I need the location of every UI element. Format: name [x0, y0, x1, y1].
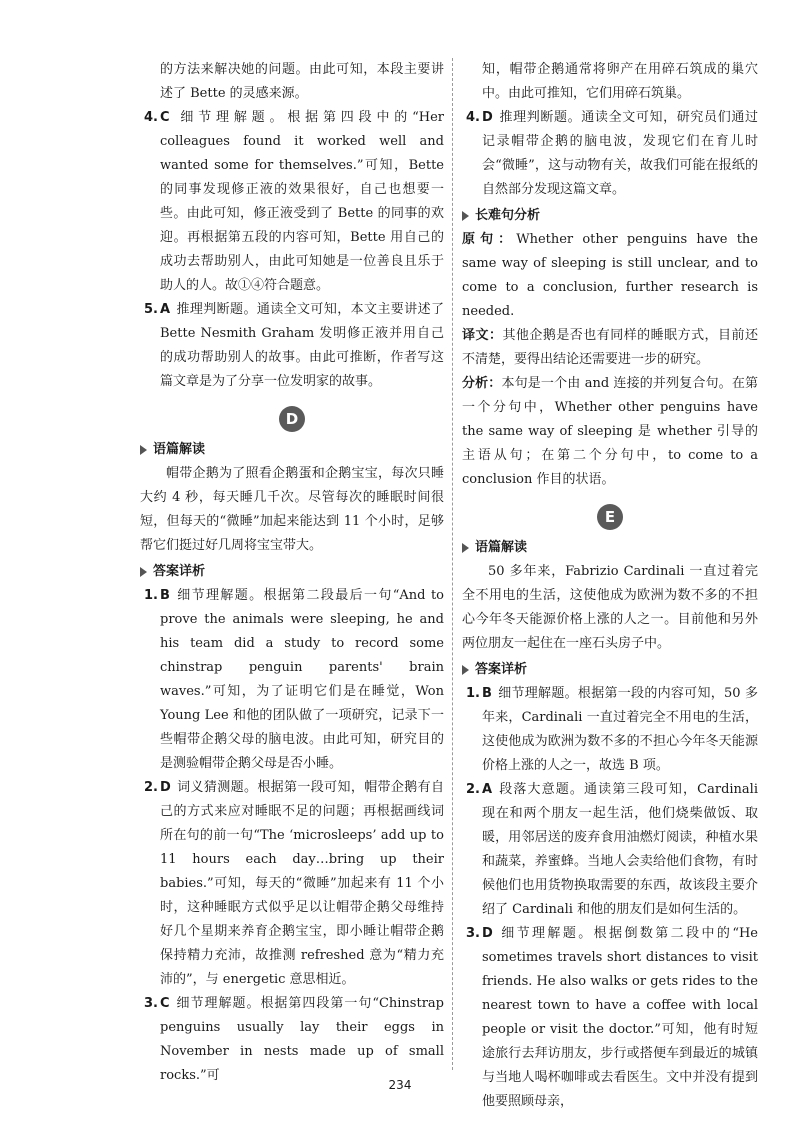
answer-text: 词义猜测题。根据第一段可知，帽带企鹅有自己的方式来应对睡眠不足的问题；再根据画线词所在句的前一句“The ‘microsleeps’ add up to 11 hours each day…bring up their babies.”可知，每天的“微睡”加起来有 11 个小时，这种睡眠方式似乎足以让帽带企鹅父母维持好几个星期来养育企鹅宝宝，即小睡让帽带企鹅保持精力充沛，故推测 refreshed 意为“精力充沛的”，与 energetic 意思相近。 [160, 780, 444, 987]
section-heading-long-sentence [462, 204, 758, 228]
section-badge-d: D [279, 406, 305, 432]
answer-text: 段落大意题。通读第三段可知，Cardinali 现在和两个朋友一起生活，他们烧柴做饭、取暖，用邻居送的废弃食用油燃灯阅读，种植水果和蔬菜，养蜜蜂。当地人会卖给他们食物，有时候他们也用货物换取需要的东西，故该段主要介绍了 Cardinali 和他的朋友们是如何生活的。 [482, 782, 758, 917]
heading-text: 长难句分析 [475, 208, 541, 223]
answer-item-1 [462, 682, 758, 778]
section-badge-wrap [140, 406, 444, 432]
item-number: 3. [466, 926, 480, 941]
answer-item-3 [140, 992, 444, 1088]
section-heading-answers [140, 560, 444, 584]
original-text: Whether other penguins have the same way of sleeping is still unclear, and to come to a conclusion, further research is needed. [462, 232, 758, 319]
answer-letter: A [482, 782, 493, 797]
answer-item-2 [140, 776, 444, 992]
answer-letter: B [482, 686, 492, 701]
answer-text: 推理判断题。通读全文可知，本文主要讲述了 Bette Nesmith Graham 发明修正液并用自己的成功帮助别人的故事。由此可推断，作者写这篇文章是为了分享一位发明家的故事。 [160, 302, 444, 389]
answer-text: 细节理解题。根据倒数第二段中的“He sometimes travels short distances to visit friends. He also walks or gets rides to the nearest town to have a coffee with local people or visit the doctor.”可知，他有时短途旅行去拜访朋友，步行或搭便车到最近的城镇与当地人喝杯咖啡或去看医生。文中并没有提到他要照顾母亲， [482, 926, 758, 1109]
analysis [462, 372, 758, 492]
item-number: 5. [144, 302, 158, 317]
item-number: 1. [466, 686, 480, 701]
reading-summary: 帽带企鹅为了照看企鹅蛋和企鹅宝宝，每次只睡大约 4 秒，每天睡几千次。尽管每次的睡眠时间很短，但每天的“微睡”加起来能达到 11 个小时，足够帮它们挺过好几周将宝宝带大。 [140, 466, 444, 553]
answer-text: 细节理解题。根据第一段的内容可知，50 多年来，Cardinali 一直过着完全不用电的生活，这使他成为欧洲为数不多的不担心今年冬天能源价格上涨的人之一，故选 B 项。 [482, 686, 758, 773]
answer-text: 细节理解题。根据第四段第一句“Chinstrap penguins usually lay their eggs in November in nests made up of small rocks.”可 [160, 996, 444, 1083]
answer-letter: D [160, 780, 171, 795]
answer-item-5 [140, 298, 444, 394]
answer-letter: B [160, 588, 170, 603]
answer-item-2 [462, 778, 758, 922]
translation-text: 其他企鹅是否也有同样的睡眠方式，目前还不清楚，要得出结论还需要进一步的研究。 [462, 328, 758, 367]
answer-letter: A [160, 302, 171, 317]
section-heading-reading [462, 536, 758, 560]
item-number: 1. [144, 588, 158, 603]
left-column [140, 58, 444, 1088]
reading-summary: 50 多年来，Fabrizio Cardinali 一直过着完全不用电的生活，这使他成为欧洲为数不多的不担心今年冬天能源价格上涨的人之一。目前他和另外两位朋友一起住在一座石头房子中。 [462, 564, 758, 651]
answer-item-4 [462, 106, 758, 202]
heading-text: 答案详析 [475, 662, 528, 677]
section-heading-reading [140, 438, 444, 462]
answer-item-4 [140, 106, 444, 298]
triangle-bullet-icon [462, 543, 469, 553]
triangle-bullet-icon [140, 567, 147, 577]
answer-text: 细节理解题。根据第四段中的“Her colleagues found it worked well and wanted some for themselves.”可知，Bette 的同事发现修正液的效果很好，自己也想要一些。由此可知，修正液受到了 Bette 的同事的欢迎。再根据第五段的内容可知，Bette 用自己的成功去帮助别人，由此可知她是一位善良且乐于助人的人。故①④符合题意。 [160, 110, 444, 293]
answer-letter: C [160, 996, 170, 1011]
translation [462, 324, 758, 372]
heading-text: 答案详析 [153, 564, 206, 579]
paragraph-continued: 知，帽带企鹅通常将卵产在用碎石筑成的巢穴中。由此可推知，它们用碎石筑巢。 [482, 62, 758, 101]
column-divider [452, 58, 453, 1070]
item-number: 2. [466, 782, 480, 797]
section-badge-wrap [462, 504, 758, 530]
heading-text: 语篇解读 [153, 442, 206, 457]
answer-text: 推理判断题。通读全文可知，研究员们通过记录帽带企鹅的脑电波，发现它们在育儿时会“微睡”，这与动物有关，故我们可能在报纸的自然部分发现这篇文章。 [482, 110, 758, 197]
triangle-bullet-icon [462, 665, 469, 675]
section-heading-answers [462, 658, 758, 682]
item-number: 2. [144, 780, 158, 795]
answer-text: 细节理解题。根据第二段最后一句“And to prove the animals were sleeping, he and his team did a study to record some chinstrap penguin parents' brain waves.”可知，为了证明它们是在睡觉，Won Young Lee 和他的团队做了一项研究，记录下一些帽带企鹅父母的脑电波。由此可知，研究目的是测验帽带企鹅父母是否小睡。 [160, 588, 444, 771]
item-number: 4. [466, 110, 480, 125]
answer-letter: D [482, 926, 493, 941]
triangle-bullet-icon [462, 211, 469, 221]
right-column [462, 58, 758, 1114]
section-badge-e: E [597, 504, 623, 530]
answer-letter: C [160, 110, 170, 125]
analysis-label: 分析： [462, 376, 502, 391]
page-number: 234 [388, 1078, 412, 1092]
analysis-text: 本句是一个由 and 连接的并列复合句。在第一个分句中，Whether other penguins have the same way of sleeping 是 whether 引导的主语从句；在第二个分句中，to come to a conclusion 作目的状语。 [462, 376, 758, 487]
answer-item-1 [140, 584, 444, 776]
item-number: 3. [144, 996, 158, 1011]
original-sentence [462, 228, 758, 324]
item-number: 4. [144, 110, 158, 125]
translation-label: 译文： [462, 328, 503, 343]
original-label: 原句： [462, 232, 517, 247]
answer-letter: D [482, 110, 493, 125]
heading-text: 语篇解读 [475, 540, 528, 555]
paragraph-intro: 的方法来解决她的问题。由此可知，本段主要讲述了 Bette 的灵感来源。 [160, 62, 444, 101]
triangle-bullet-icon [140, 445, 147, 455]
